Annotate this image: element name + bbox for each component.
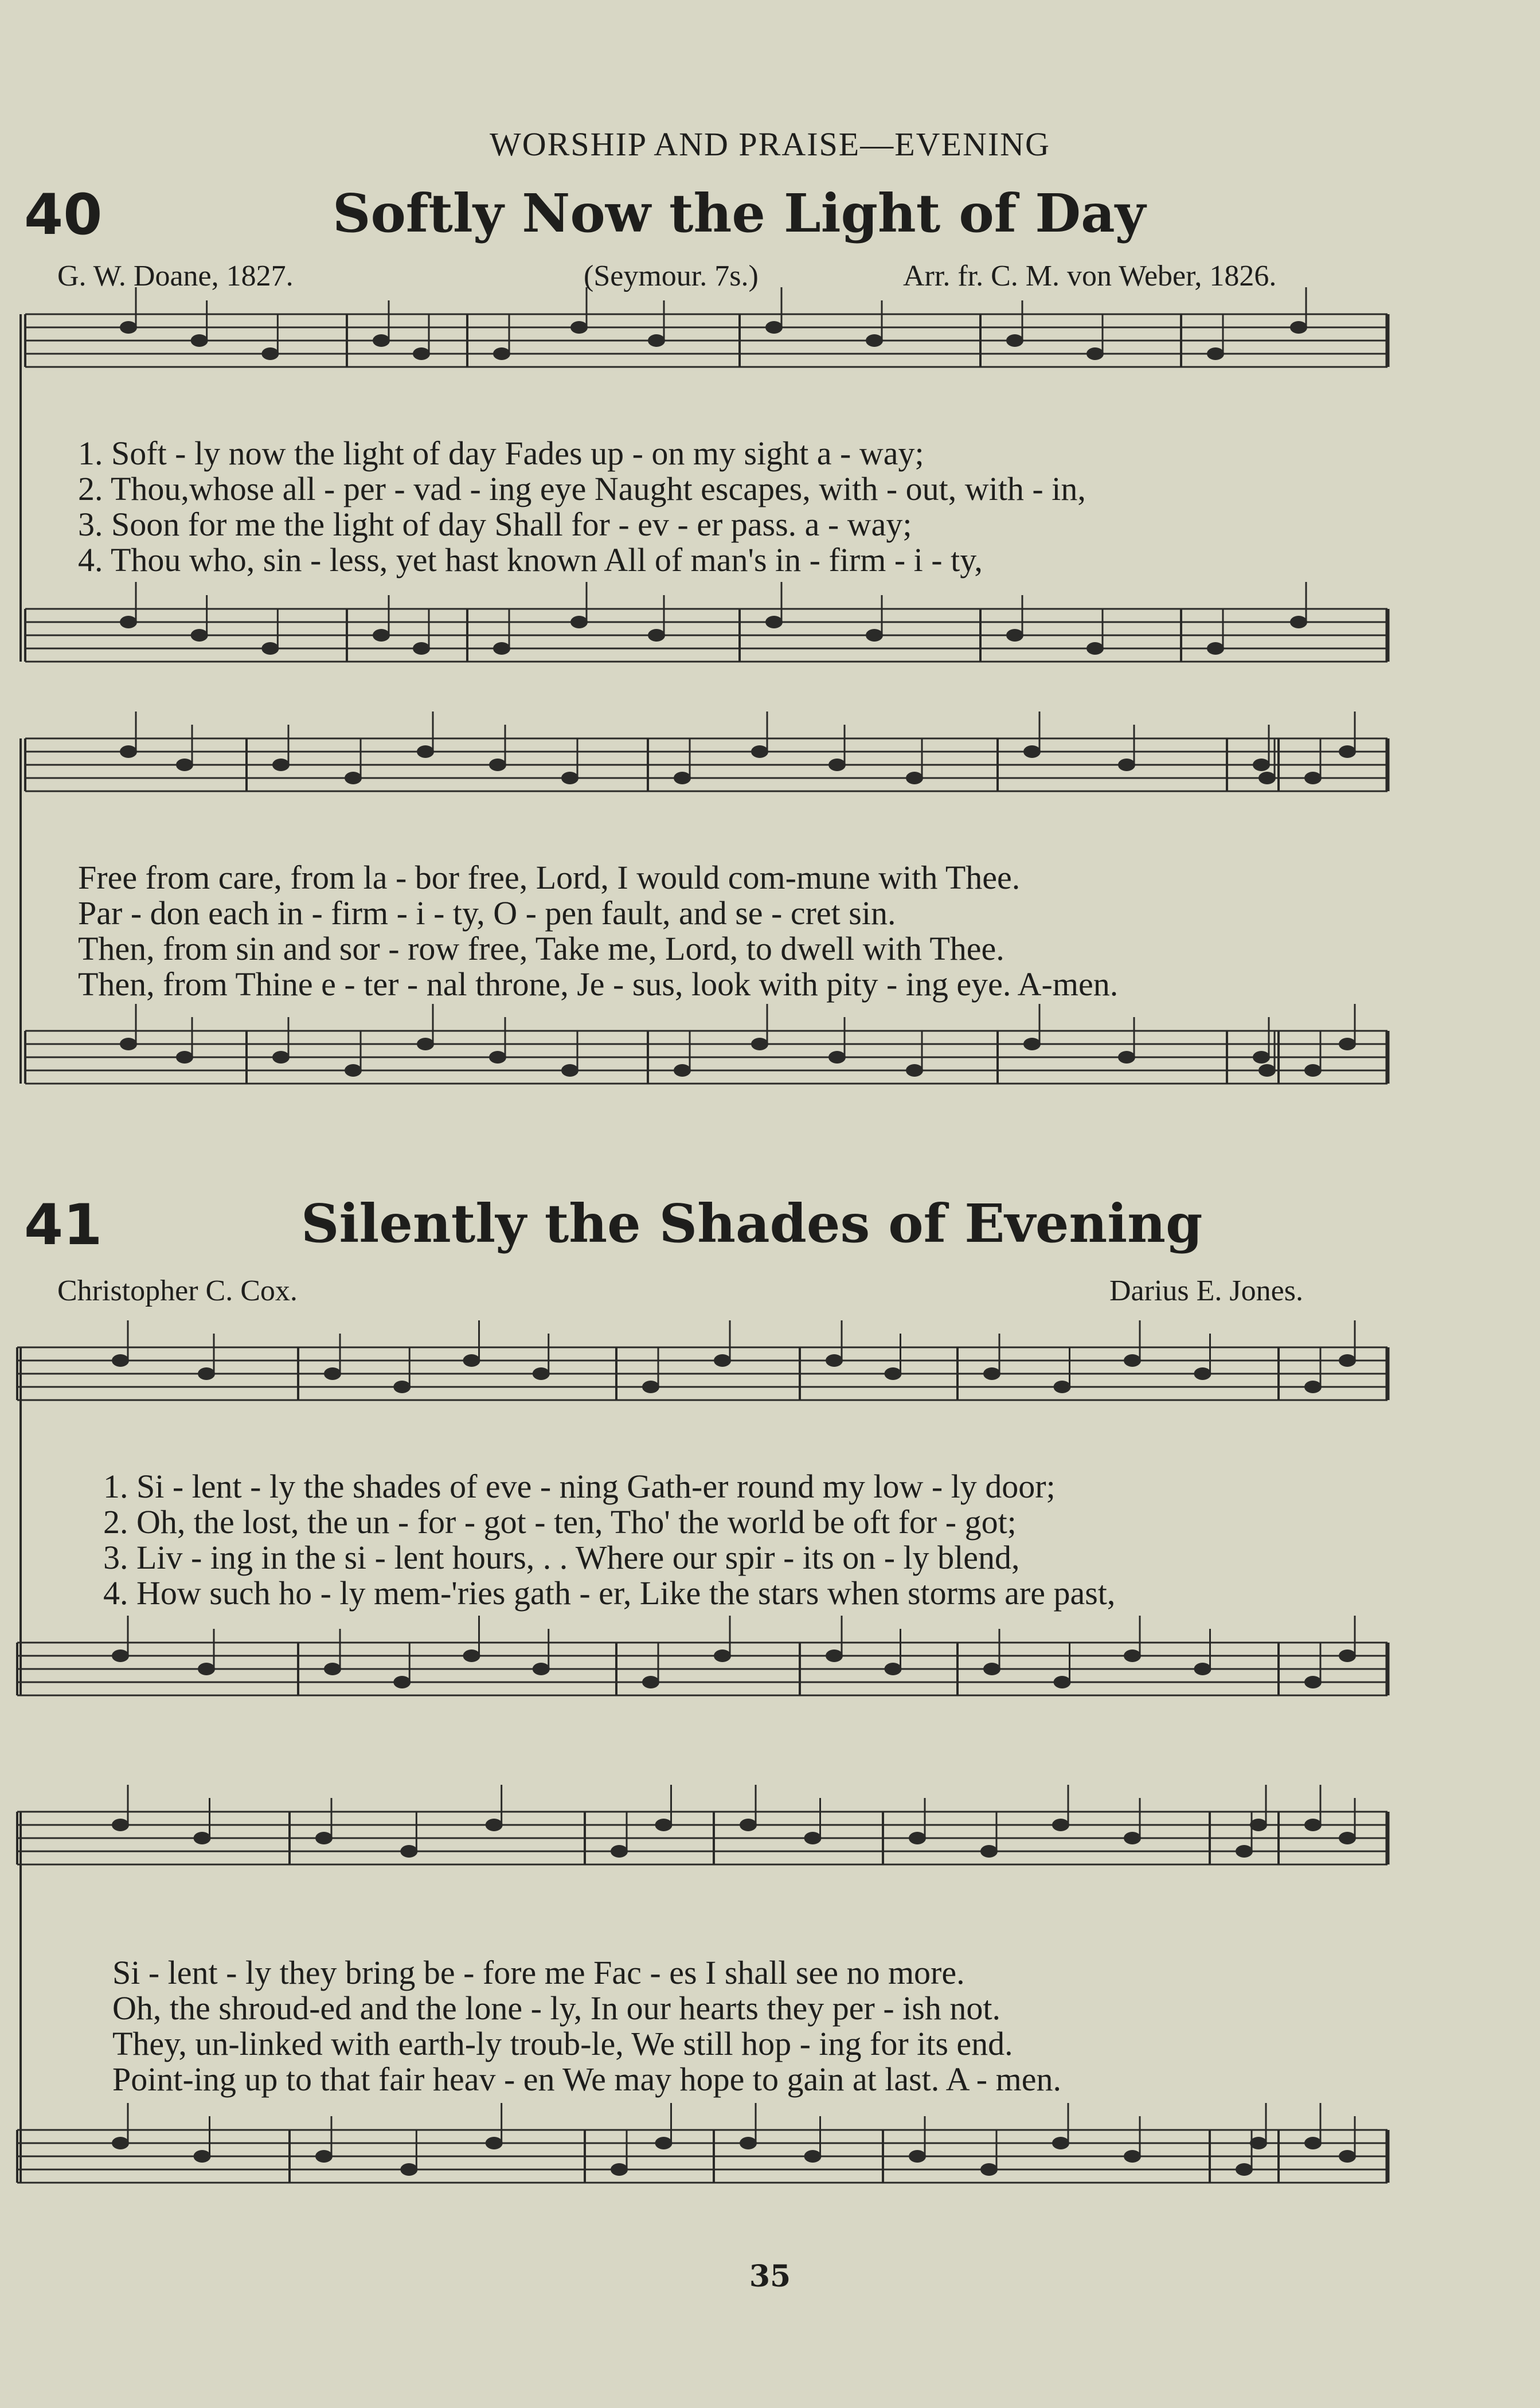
notehead [489, 759, 506, 771]
notehead [393, 1381, 411, 1393]
notehead [1304, 1819, 1322, 1831]
notehead [393, 1676, 411, 1688]
verse-block [112, 1955, 1061, 2097]
hymn-author: Christopher C. Cox. [57, 1275, 298, 1307]
lyric-line: Si - lent - ly they bring be - fore me Fac - es I shall see no more. [112, 1954, 965, 1991]
notehead [120, 616, 137, 628]
notehead [176, 759, 193, 771]
notehead [194, 1832, 211, 1844]
notehead [198, 1367, 215, 1380]
notehead [315, 1832, 333, 1844]
notehead [112, 1649, 129, 1662]
notehead [413, 642, 430, 655]
notehead [980, 2163, 998, 2176]
notehead [570, 616, 588, 628]
notehead [655, 1819, 673, 1831]
notehead [1054, 1676, 1071, 1688]
notehead [1339, 1038, 1356, 1050]
notehead [194, 2150, 211, 2163]
notehead [324, 1367, 341, 1380]
notehead [828, 759, 846, 771]
notehead [740, 2137, 757, 2149]
notehead [1124, 1354, 1141, 1367]
lyric-line: 2. Thou,whose all - per - vad - ing eye Naught escapes, with - out, with - in, [78, 470, 1086, 507]
notehead [674, 1064, 691, 1077]
notehead [120, 1038, 137, 1050]
notehead [1339, 745, 1356, 758]
notehead [642, 1381, 659, 1393]
lyric-line: 2. Oh, the lost, the un - for - got - ten, Tho' the world be oft for - got; [103, 1503, 1017, 1541]
notehead [400, 1845, 417, 1858]
notehead [345, 772, 362, 784]
notehead [561, 772, 579, 784]
notehead [866, 334, 883, 347]
lyric-line: Oh, the shroud-ed and the lone - ly, In our hearts they per - ish not. [112, 1989, 1000, 2027]
notehead [1023, 745, 1041, 758]
notehead [885, 1663, 902, 1675]
lyric-line: 3. Liv - ing in the si - lent hours, . . Where our spir - its on - ly blend, [103, 1539, 1020, 1576]
notehead [1236, 1845, 1253, 1858]
notehead [1124, 1649, 1141, 1662]
section-heading: WORSHIP AND PRAISE—EVENING [490, 126, 1050, 163]
hymn-number: 40 [24, 182, 103, 248]
notehead [324, 1663, 341, 1675]
notehead [1054, 1381, 1071, 1393]
notehead [765, 616, 783, 628]
hymn-tune: (Seymour. 7s.) [584, 260, 759, 292]
hymn-composer: Darius E. Jones. [1109, 1275, 1303, 1307]
notehead [826, 1354, 843, 1367]
notehead [674, 772, 691, 784]
notehead [804, 2150, 822, 2163]
notehead [198, 1663, 215, 1675]
hymn-composer: Arr. fr. C. M. von Weber, 1826. [903, 260, 1277, 292]
notehead [751, 1038, 768, 1050]
notehead [828, 1051, 846, 1064]
verse-block [78, 436, 1086, 578]
notehead [1124, 1832, 1141, 1844]
notehead [1006, 629, 1023, 642]
notehead [1304, 2137, 1322, 2149]
notehead [1304, 772, 1322, 784]
notehead [866, 629, 883, 642]
notehead [1290, 321, 1307, 334]
notehead [1118, 759, 1135, 771]
notehead [345, 1064, 362, 1077]
notehead [1339, 2150, 1356, 2163]
notehead [1086, 642, 1104, 655]
notehead [120, 745, 137, 758]
notehead [1250, 2137, 1267, 2149]
notehead [1236, 2163, 1253, 2176]
notehead [909, 2150, 926, 2163]
notehead [561, 1064, 579, 1077]
notehead [1207, 347, 1224, 360]
notehead [611, 2163, 628, 2176]
lyric-line: 1. Si - lent - ly the shades of eve - ning Gath-er round my low - ly door; [103, 1468, 1056, 1505]
notehead [655, 2137, 673, 2149]
notehead [1304, 1381, 1322, 1393]
lyric-line: 3. Soon for me the light of day Shall for - ev - er pass. a - way; [78, 506, 912, 543]
notehead [1253, 1051, 1270, 1064]
notehead [983, 1367, 1000, 1380]
notehead [826, 1649, 843, 1662]
notehead [112, 1354, 129, 1367]
notehead [1207, 642, 1224, 655]
lyric-line: 4. How such ho - ly mem-'ries gath - er, Like the stars when storms are past, [103, 1574, 1116, 1612]
notehead [1006, 334, 1023, 347]
notehead [714, 1354, 731, 1367]
notehead [714, 1649, 731, 1662]
notehead [315, 2150, 333, 2163]
notehead [486, 1819, 503, 1831]
page-number: 35 [749, 2259, 791, 2294]
notehead [1304, 1676, 1322, 1688]
lyric-line: Free from care, from la - bor free, Lord, I would com-mune with Thee. [78, 859, 1021, 896]
notehead [1194, 1367, 1211, 1380]
notehead [1258, 772, 1276, 784]
notehead [1052, 1819, 1069, 1831]
notehead [493, 642, 510, 655]
hymn-number: 41 [24, 1193, 103, 1258]
verse-block [103, 1469, 1115, 1611]
notehead [765, 321, 783, 334]
notehead [1118, 1051, 1135, 1064]
notehead [191, 334, 208, 347]
notehead [751, 745, 768, 758]
notehead [373, 334, 390, 347]
hymn-author: G. W. Doane, 1827. [57, 260, 294, 292]
notehead [176, 1051, 193, 1064]
notehead [648, 629, 665, 642]
notehead [740, 1819, 757, 1831]
notehead [413, 347, 430, 360]
lyric-line: They, un-linked with earth-ly troub-le, We still hop - ing for its end. [112, 2025, 1013, 2062]
notehead [533, 1663, 550, 1675]
lyric-line: 4. Thou who, sin - less, yet hast known All of man's in - firm - i - ty, [78, 541, 983, 578]
notehead [1023, 1038, 1041, 1050]
notehead [1253, 759, 1270, 771]
notehead [1339, 1649, 1356, 1662]
notehead [648, 334, 665, 347]
notehead [261, 642, 279, 655]
notehead [906, 772, 923, 784]
notehead [400, 2163, 417, 2176]
notehead [191, 629, 208, 642]
lyric-line: Par - don each in - firm - i - ty, O - pen fault, and se - cret sin. [78, 894, 896, 932]
notehead [909, 1832, 926, 1844]
notehead [493, 347, 510, 360]
hymn-title: Silently the Shades of Evening [301, 1193, 1203, 1254]
notehead [261, 347, 279, 360]
notehead [533, 1367, 550, 1380]
notehead [1250, 1819, 1267, 1831]
notehead [112, 1819, 129, 1831]
lyric-line: 1. Soft - ly now the light of day Fades up - on my sight a - way; [78, 435, 924, 472]
notehead [611, 1845, 628, 1858]
notehead [1194, 1663, 1211, 1675]
notehead [272, 759, 290, 771]
notehead [570, 321, 588, 334]
notehead [804, 1832, 822, 1844]
notehead [1052, 2137, 1069, 2149]
notehead [1258, 1064, 1276, 1077]
notehead [373, 629, 390, 642]
notehead [983, 1663, 1000, 1675]
notehead [463, 1354, 480, 1367]
notehead [112, 2137, 129, 2149]
verse-block [78, 860, 1118, 1002]
lyric-line: Then, from Thine e - ter - nal throne, Je - sus, look with pity - ing eye. A-men. [78, 965, 1119, 1003]
notehead [417, 745, 434, 758]
notehead [1124, 2150, 1141, 2163]
notehead [463, 1649, 480, 1662]
notehead [885, 1367, 902, 1380]
notehead [489, 1051, 506, 1064]
notehead [486, 2137, 503, 2149]
notehead [980, 1845, 998, 1858]
notehead [272, 1051, 290, 1064]
lyric-line: Point-ing up to that fair heav - en We may hope to gain at last. A - men. [112, 2061, 1061, 2098]
notehead [417, 1038, 434, 1050]
notehead [1304, 1064, 1322, 1077]
notehead [906, 1064, 923, 1077]
notehead [1086, 347, 1104, 360]
notehead [1290, 616, 1307, 628]
notehead [120, 321, 137, 334]
lyric-line: Then, from sin and sor - row free, Take me, Lord, to dwell with Thee. [78, 930, 1004, 967]
hymn-title: Softly Now the Light of Day [333, 182, 1146, 244]
notehead [1339, 1354, 1356, 1367]
notehead [642, 1676, 659, 1688]
notehead [1339, 1832, 1356, 1844]
